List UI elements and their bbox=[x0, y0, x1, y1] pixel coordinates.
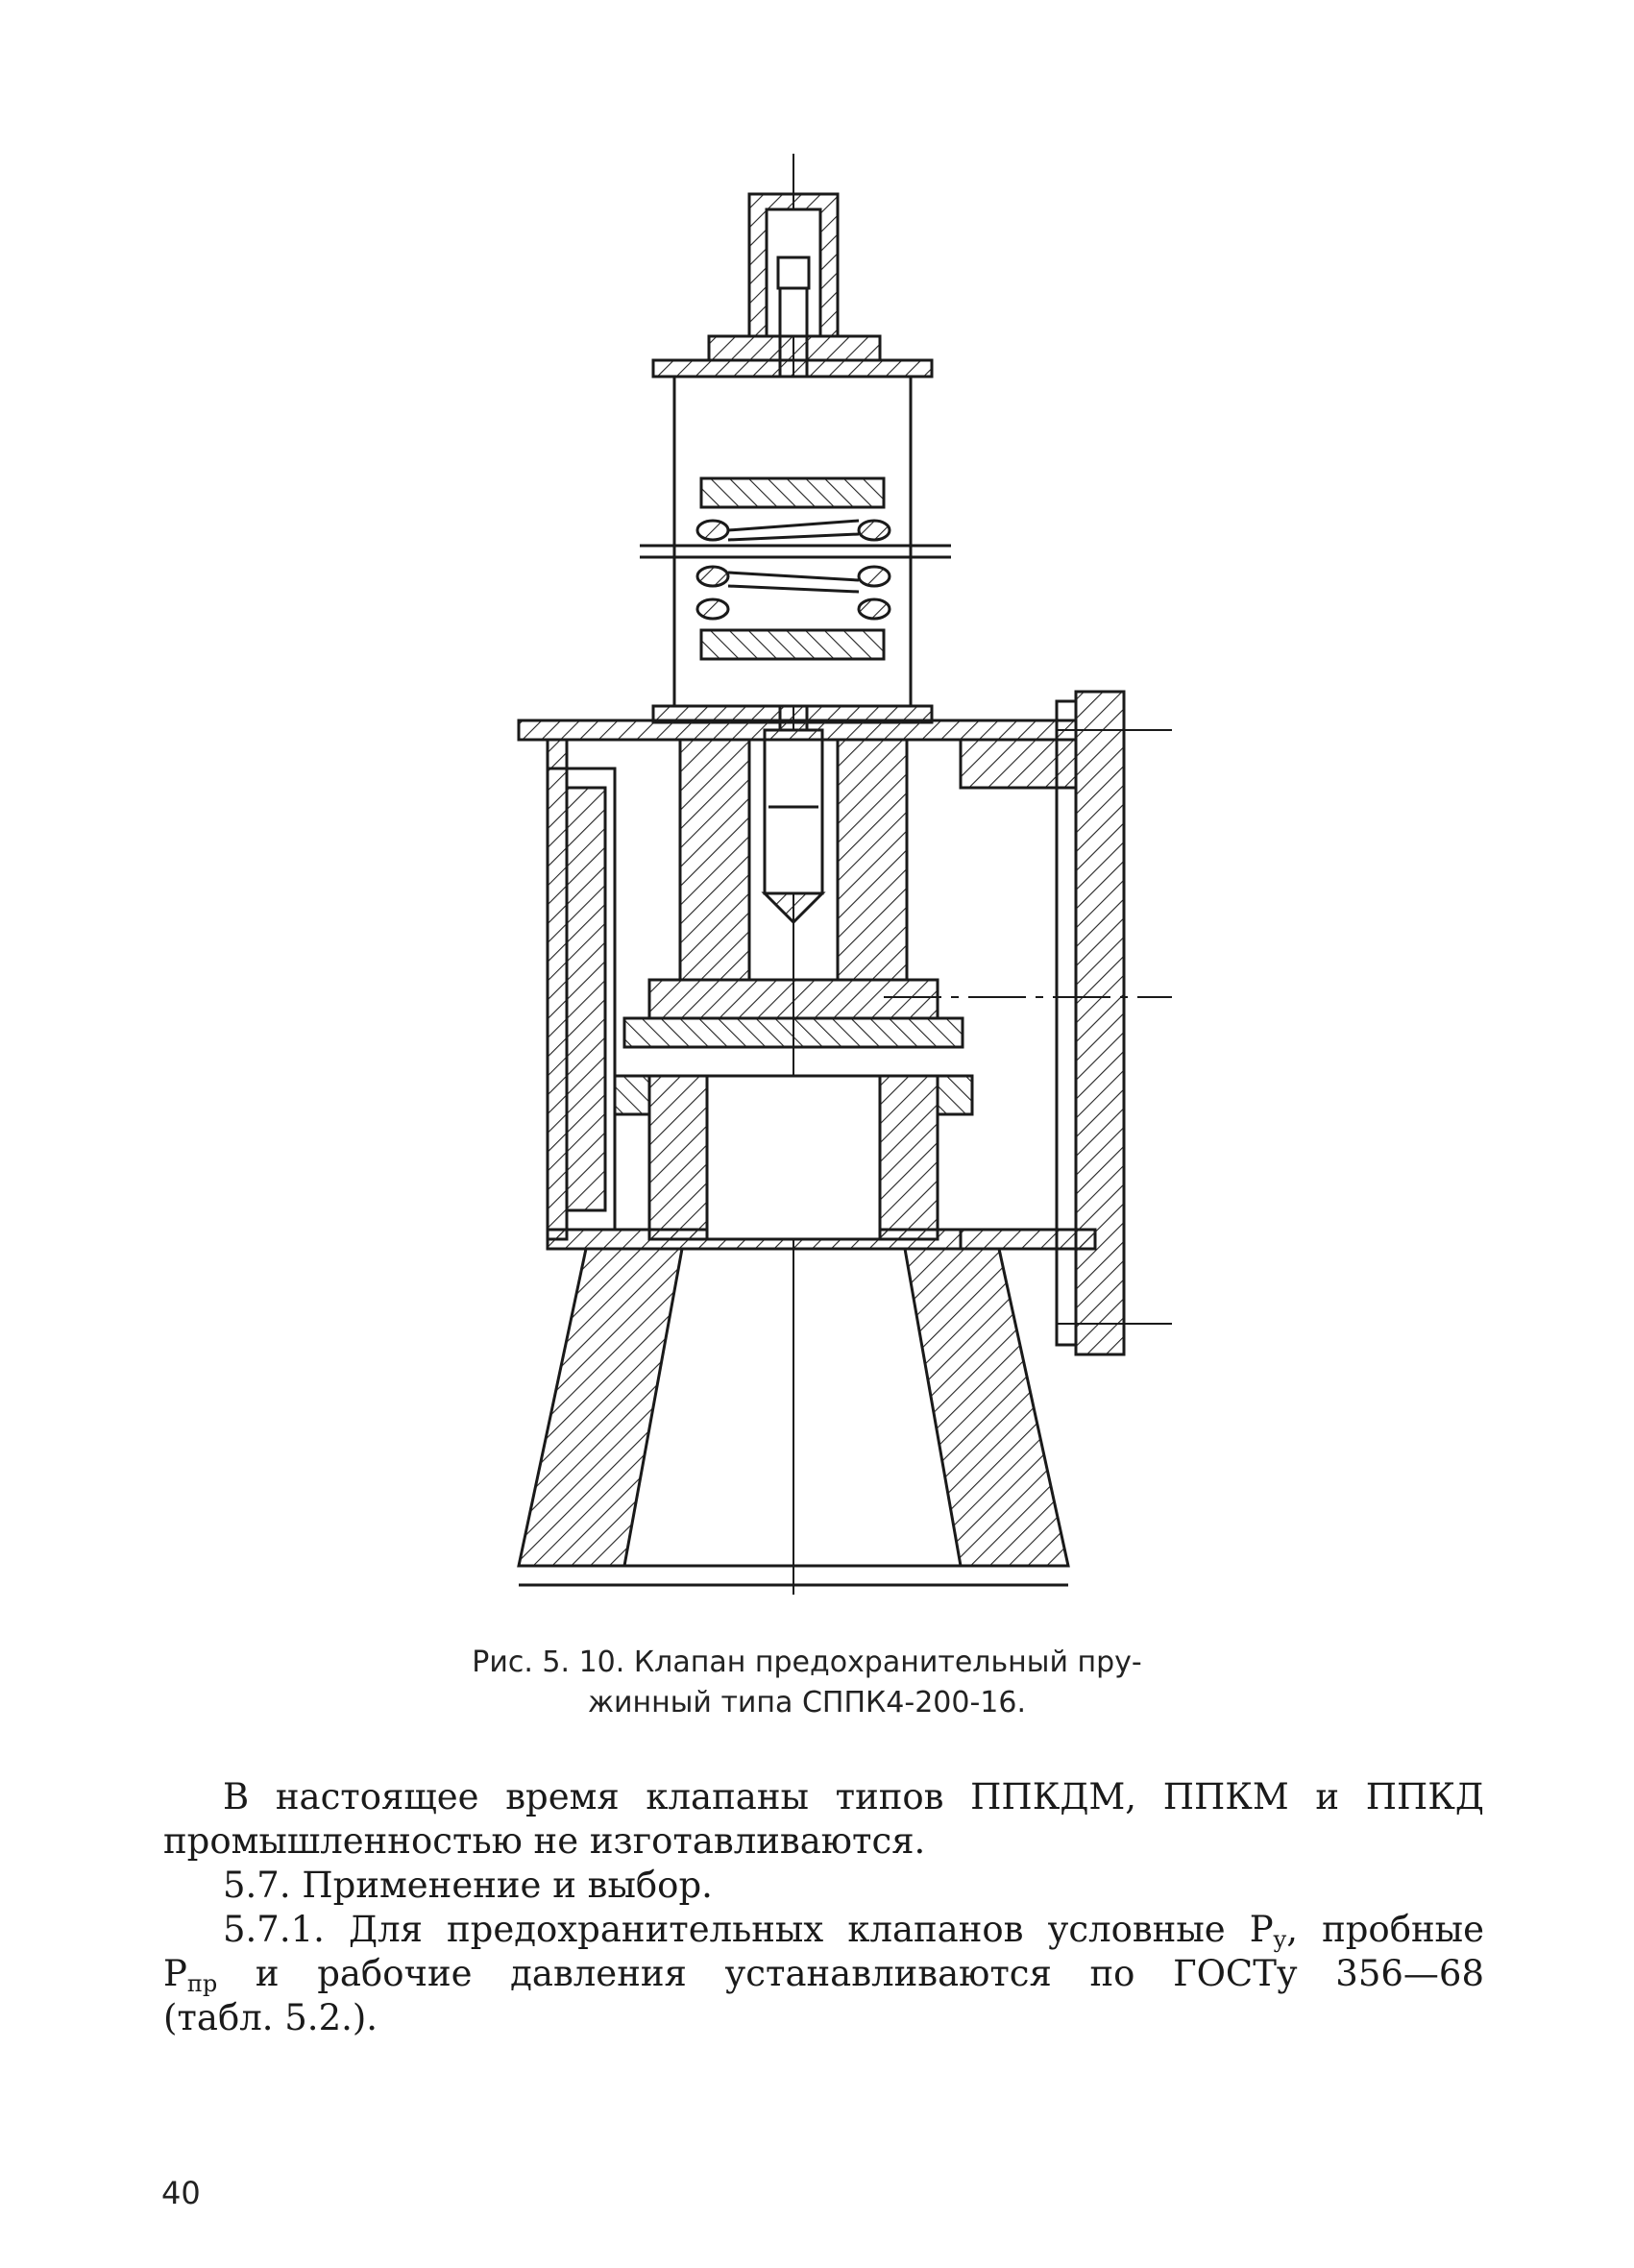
paragraph-1-line-2: промышленностью не изготавливаются. bbox=[163, 1820, 926, 1862]
valve-seat bbox=[615, 1076, 972, 1239]
caption-line-1: Рис. 5. 10. Клапан предохранительный пру- bbox=[472, 1646, 1142, 1679]
paragraph-3-line-1-prefix: 5.7.1. Для предохранительных клапанов условные P bbox=[223, 1909, 1274, 1950]
paragraph-2: 5.7. Применение и выбор. bbox=[223, 1865, 713, 1906]
paragraph-3-line-1-suffix: , пробные bbox=[1286, 1909, 1484, 1950]
caption-line-2: жинный типа СППК4-200-16. bbox=[587, 1686, 1027, 1719]
body-text bbox=[163, 1775, 1484, 2040]
page-number: 40 bbox=[161, 2175, 201, 2211]
lower-spring-plate bbox=[701, 630, 884, 659]
valve-disc bbox=[624, 980, 963, 1047]
valve-section-svg bbox=[461, 154, 1306, 1614]
pressure-subscript-pr: пр bbox=[186, 1970, 218, 1997]
spring-housing bbox=[640, 360, 951, 722]
paragraph-3-line-2 bbox=[163, 1952, 1484, 1996]
cap bbox=[749, 194, 838, 336]
paragraph-3-line-1 bbox=[163, 1908, 1484, 1952]
paragraph-3-line-2-suffix: и рабочие давления устанавливаются по ГОСТу 356—68 bbox=[217, 1953, 1484, 1994]
valve-drawing bbox=[461, 154, 1306, 1614]
pressure-subscript-y: y bbox=[1273, 1926, 1287, 1953]
paragraph-1-line-1: В настоящее время клапаны типов ППКДМ, ППКМ и ППКД bbox=[223, 1776, 1484, 1817]
paragraph-3-line-3: (табл. 5.2.). bbox=[163, 1997, 378, 2038]
figure-caption bbox=[346, 1643, 1268, 1723]
upper-spring-plate bbox=[701, 478, 884, 507]
bonnet-top-flange bbox=[709, 336, 880, 360]
paragraph-3-line-2-prefix: P bbox=[163, 1953, 187, 1994]
